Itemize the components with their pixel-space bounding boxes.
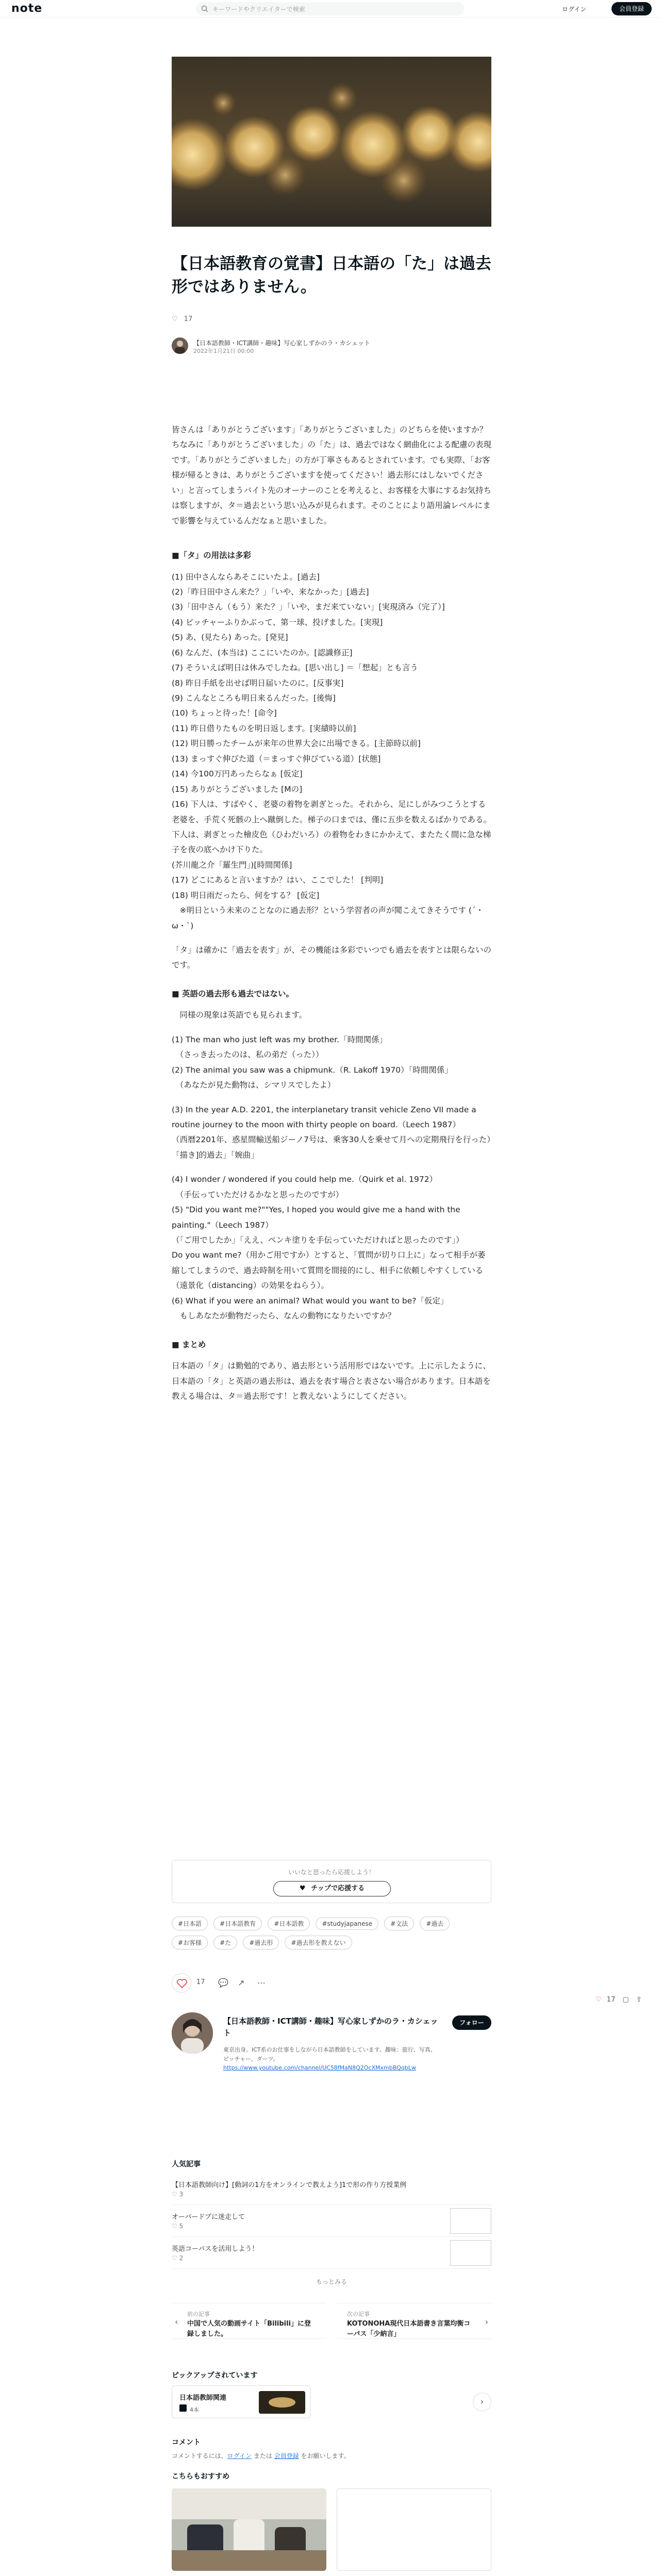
example-line: (13) まっすぐ伸びた道（＝まっすぐ伸びている道）[状態] — [172, 754, 381, 764]
profile-avatar[interactable] — [172, 2012, 213, 2054]
site-header — [0, 0, 662, 18]
example-line: (4) I wonder / wondered if you could help me.（Quirk et al. 1972） — [172, 1175, 438, 1184]
search-icon — [201, 5, 208, 14]
profile-description — [223, 2045, 440, 2073]
next-title: KOTONOHA現代日本語書き言葉均衡コーパス「少納言」 — [347, 2320, 471, 2338]
popular-item-thumbnail[interactable] — [450, 2240, 491, 2266]
chevron-right-icon: › — [485, 2317, 488, 2327]
popular-item-title[interactable]: 【日本語教師向け】[動詞の1方をオンラインで教えよう]1で形の作り方授業例 — [172, 2181, 407, 2189]
example-line: (10) ちょっと待った！[命令] — [172, 708, 277, 718]
example-line: (16) 下人は、すばやく、老婆の着物を剥ぎとった。それから、足にしがみつこうとする老婆を、手荒く死骸の上へ蹴倒した。梯子の口までは、僅に五歩を数えるばかりである。下人は、剥ぎとった檜皮色（ひわだいろ）の着物をわきにかかえて、またたく間に急な梯子を夜の底へかけ下りた。 — [172, 800, 492, 855]
recommend-thumbnail — [337, 2488, 491, 2571]
like-button[interactable] — [172, 1973, 191, 1993]
tag[interactable]: #日本語教 — [268, 1917, 310, 1930]
paragraph: 「タ」は確かに「過去を表す」が、その機能は多彩でいつでも過去を表すとは限らないのです。 — [172, 945, 492, 970]
profile-name[interactable]: 【日本語教師・ICT講師・趣味】写心家しずかのラ・カシェット — [223, 2016, 438, 2038]
comment-section — [172, 2437, 491, 2460]
paragraph: 皆さんは「ありがとうございます」「ありがとうございました」のどちらを使いますか？ちなみに「ありがとうございました」の「た」は、過去ではなく網曲化による配慮の表現です。「ありがとうございました」の方が丁寧さもあるとされています。でも実際、「お客様が帰るときは、ありがとうございますを使ってください！過去形にはしないでください」と言ってしまうバイト先のオーナーのことを考えると、お客様を大事にするお気持ちは察しますが、タ＝過去という思い込みが見られます。そのことにより語用論レベルにまで影響を与えているんだなぁと思いました。 — [172, 425, 492, 526]
more-icon[interactable]: ⋯ — [257, 1978, 266, 1988]
popular-item-likes: ♡ 2 — [172, 2255, 184, 2262]
popular-title: 人気記事 — [172, 2160, 201, 2168]
example-line: (14) 今100万円あったらなぁ [仮定] — [172, 769, 303, 779]
list-item[interactable] — [172, 2237, 491, 2269]
popular-item-title[interactable]: 英語コーパスを活用しよう！ — [172, 2245, 259, 2253]
example-line: (12) 明日勝ったチームが来年の世界大会に出場できる。[主節時以前] — [172, 739, 421, 749]
recommend-thumbnail — [172, 2488, 326, 2571]
hero-image — [172, 57, 491, 227]
popular-item-thumbnail[interactable] — [450, 2208, 491, 2234]
tag[interactable]: #た — [213, 1936, 237, 1950]
tag[interactable]: #過去形 — [243, 1936, 279, 1950]
pickup-section — [172, 2370, 491, 2416]
example-line: (7) そういえば明日は休みでしたね。[思い出し] ＝「想起」とも言う — [172, 663, 418, 673]
floating-like-count: 17 — [606, 1996, 616, 2004]
example-line: (17) どこにあると言いますか？はい、ここでした！ [判明] — [172, 875, 384, 885]
paragraph: 同様の現象は英語でも見られます。 — [172, 1010, 307, 1020]
profile-link[interactable]: https://www.youtube.com/channel/UC58fMaN8Q2OcXMxmbBQqbLw — [223, 2064, 417, 2072]
example-line: (2)「昨日田中さん来た？」「いや、来なかった」[過去] — [172, 587, 369, 597]
example-line: （さっき去ったのは、私の弟だ（った）） — [172, 1050, 324, 1060]
comment-login-link[interactable]: ログイン — [227, 2452, 252, 2460]
search-placeholder: キーワードやクリエイターで検索 — [212, 6, 305, 13]
share-icon[interactable]: ↗ — [238, 1978, 245, 1988]
author-avatar[interactable] — [172, 337, 188, 354]
example-line: (9) こんなところも明日来るんだった。[後悔] — [172, 693, 336, 703]
section-heading: ■「タ」の用法は多彩 — [172, 551, 252, 561]
search-bar[interactable] — [196, 2, 464, 15]
tip-button-label: チップで応援する — [311, 1885, 365, 1892]
recommend-card[interactable] — [172, 2488, 326, 2576]
article-title: 【日本語教育の覚書】日本語の「た」は過去形ではありません。 — [172, 255, 491, 296]
paragraph: 日本語の「タ」は勤勉的であり、過去形という活用形ではないです。上に示したように、日本語の「タ」と英語の過去形は、過去を表す場合と表さない場合があります。日本語を教える場合は、タ＝過去形です！と教えないようにしてください。 — [172, 1361, 491, 1401]
share-icon[interactable]: ⇪ — [636, 1996, 642, 2004]
section-heading: ■ まとめ — [172, 1340, 206, 1349]
prev-title: 中国で人気の動画サイト「Bilibili」に登録しました。 — [187, 2320, 311, 2338]
example-line: もしあなたが動物だったら、なんの動物になりたいですか？ — [172, 1311, 396, 1321]
example-line: (8) 昨日手紙を出せば明日届いたのに。[反事実] — [172, 678, 344, 688]
example-line: (1) 田中さんならあそこにいたよ。[過去] — [172, 572, 320, 582]
more-link[interactable]: もっとみる — [316, 2278, 347, 2285]
example-line: (18) 明日雨だったら、何をする？ [仮定] — [172, 890, 320, 900]
example-line: (1) The man who just left was my brother.「時間関係」 — [172, 1035, 388, 1044]
magazine-card[interactable] — [172, 2385, 311, 2418]
support-label: いいなと思ったら応援しよう！ — [288, 1869, 375, 1876]
list-item[interactable] — [172, 2173, 491, 2205]
comment-signup-link[interactable]: 会員登録 — [274, 2452, 299, 2460]
magazine-count: 4本 — [190, 2406, 199, 2413]
popular-item-likes: ♡ 3 — [172, 2191, 184, 2198]
author-name[interactable]: 【日本語教師・ICT講師・趣味】写心家しずかのラ・カシェット — [193, 340, 371, 347]
floating-like[interactable] — [595, 1996, 642, 2004]
heart-icon — [172, 1974, 192, 1993]
example-line: (5) "Did you want me?""Yes, I hoped you would give me a hand with the painting."（Leech 1987） — [172, 1205, 460, 1230]
example-line: (15) ありがとうございました [Mの] — [172, 784, 303, 794]
example-line: （あなたが見た動物は、シマリスでしたよ） — [172, 1080, 336, 1090]
example-line: (4) ピッチャーふりかぶって、第一球、投げました。[実現] — [172, 617, 383, 627]
tag[interactable]: #日本語教育 — [213, 1917, 262, 1930]
example-line: (芥川龍之介「羅生門」)[時間関係] — [172, 860, 292, 870]
popular-item-likes: ♡ 5 — [172, 2223, 184, 2230]
follow-button[interactable]: フォロー — [452, 2015, 491, 2030]
example-line: (5) あ、(見たら) あった。[発見] — [172, 633, 288, 642]
list-item[interactable] — [172, 2205, 491, 2237]
tip-heart-icon: ♥ — [299, 1885, 306, 1892]
recommend-title: こちらもおすすめ — [172, 2472, 230, 2481]
signup-button[interactable]: 会員登録 — [611, 2, 652, 15]
next-article[interactable] — [337, 2303, 491, 2339]
note-logo[interactable]: note — [11, 2, 43, 15]
example-line: (6) なんだ、(本当は) ここにいたのか。[認識修正] — [172, 648, 353, 657]
tag[interactable]: #過去形を教えない — [285, 1936, 352, 1950]
magazine-thumbnail — [259, 2391, 305, 2414]
tag[interactable]: #文法 — [384, 1917, 414, 1930]
login-link[interactable]: ログイン — [562, 6, 587, 13]
comment-title: コメント — [172, 2438, 201, 2447]
popular-item-title[interactable]: オーバードブに迷走して — [172, 2213, 245, 2221]
article-body — [172, 422, 491, 1404]
recommend-card[interactable] — [337, 2488, 491, 2576]
comment-icon[interactable]: 💬 — [218, 1978, 228, 1988]
heart-icon[interactable]: ♡ — [172, 315, 178, 323]
action-row — [172, 1973, 491, 1994]
comment-icon[interactable]: ▢ — [622, 1996, 629, 2004]
section-heading: ■ 英語の過去形も過去ではない。 — [172, 989, 294, 998]
magazine-icon — [179, 2404, 187, 2412]
author-row[interactable] — [172, 337, 491, 358]
example-line: （手伝っていただけるかなと思ったのですが） — [172, 1190, 344, 1199]
profile-desc-text: 東京出身。ICT系のお仕事をしながら日本語教師をしています。趣味：旅行、写真、ピッチャー、ダーツ。 — [223, 2046, 436, 2062]
prev-article[interactable] — [172, 2303, 326, 2339]
example-line: (3)「田中さん（もう）来た？」「いや、まだ来ていない」[実現済み（完了）] — [172, 602, 445, 612]
article-date: 2022年1月21日 00:00 — [193, 348, 254, 354]
example-line: Do you want me?（用かご用ですか）とすると、「質問が切り口上に」なって相手が萎縮してしまうので、過去時制を用いて質問を間接的にし、相手に依頼しやすくしている（遠景化（distancing）の効果をねらう）。 — [172, 1250, 486, 1291]
like-count: 17 — [196, 1978, 205, 1986]
tag-list — [172, 1917, 491, 1955]
example-line: (2) The animal you saw was a chipmunk.（R. Lakoff 1970）「時間関係」 — [172, 1065, 453, 1075]
note-line: ※明日という未来のことなのに過去形？という学習者の声が聞こえてきそうです (´・ω・`) — [172, 906, 484, 930]
chevron-left-icon: ‹ — [175, 2317, 178, 2327]
support-box — [172, 1860, 491, 1903]
example-line: (3) In the year A.D. 2201, the interplanetary transit vehicle Zeno VII made a routine journey to the moon with thirty people on board.（Leech 1987） — [172, 1105, 476, 1129]
carousel-next-button[interactable]: › — [473, 2393, 491, 2411]
comment-prompt: コメントするには、ログイン または 会員登録 をお願いします。 — [172, 2452, 350, 2460]
tip-button[interactable] — [273, 1881, 391, 1896]
tag[interactable]: #studyjapanese — [316, 1918, 378, 1930]
article-like-row[interactable] — [172, 315, 192, 323]
example-line: (6) What if you were an animal? What would you want to be?「仮定」 — [172, 1296, 449, 1306]
prev-label: 前の記事 — [187, 2311, 210, 2317]
pickup-title: ピックアップされています — [172, 2371, 258, 2380]
tag[interactable]: #お客様 — [172, 1936, 208, 1950]
next-label: 次の記事 — [347, 2311, 370, 2317]
popular-list — [172, 2173, 491, 2269]
magazine-title: 日本語教師関連 — [179, 2394, 227, 2402]
example-line: (11) 昨日借りたものを明日返します。[実績時以前] — [172, 723, 356, 733]
example-line: （西暦2201年、惑星間輸送船ジーノ7号は、乗客30人を乗せて月への定期飛行を行った）「描き]的過去」「婉曲」 — [172, 1135, 491, 1160]
heart-icon[interactable]: ♡ — [595, 1996, 602, 2004]
tag[interactable]: #過去 — [420, 1917, 450, 1930]
example-line: （「ご用でしたか」「ええ、ペンキ塗りを手伝っていただければと思ったのです」） — [172, 1235, 464, 1245]
author-profile — [172, 2012, 491, 2072]
tag[interactable]: #日本語 — [172, 1917, 208, 1930]
article-like-count: 17 — [184, 315, 193, 323]
